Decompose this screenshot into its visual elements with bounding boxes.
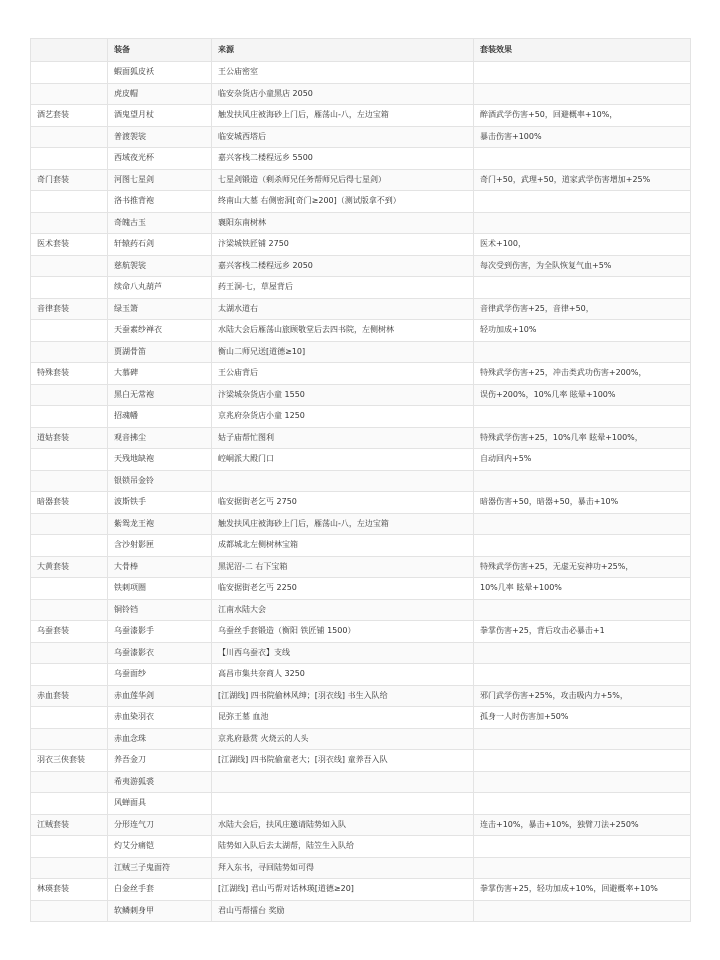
set-effect-cell [474, 62, 691, 84]
table-row [31, 879, 691, 901]
source-cell: 拜入东书，寻回陆势如可得 [212, 857, 474, 879]
set-effect-cell: 音律武学伤害+25，音律+50， [474, 298, 691, 320]
source-cell: 嘉兴客栈二楼程远乡 5500 [212, 148, 474, 170]
set-name-cell [31, 642, 108, 664]
set-effect-cell [474, 793, 691, 815]
equipment-cell: 紫鸳龙王袍 [108, 513, 212, 535]
equipment-cell: 贾湖骨笛 [108, 341, 212, 363]
equipment-cell: 希夷游狐裘 [108, 771, 212, 793]
set-effect-cell [474, 900, 691, 922]
set-effect-cell [474, 148, 691, 170]
source-cell: 七星剑锻造（剩杀师兄任务帮师兄后得七星剑） [212, 169, 474, 191]
equipment-cell: 续命八丸葫芦 [108, 277, 212, 299]
set-name-cell [31, 857, 108, 879]
table-row [31, 191, 691, 213]
set-effect-cell: 连击+10%，暴击+10%，独臂刀法+250% [474, 814, 691, 836]
table-row [31, 707, 691, 729]
set-name-cell [31, 191, 108, 213]
source-cell: 临安杂货店小童黑店 2050 [212, 83, 474, 105]
table-row [31, 685, 691, 707]
source-cell [212, 470, 474, 492]
set-name-cell: 奇门套装 [31, 169, 108, 191]
set-effect-cell [474, 535, 691, 557]
equipment-cell: 黑白无常袍 [108, 384, 212, 406]
table-row [31, 126, 691, 148]
equipment-cell: 乌蚕漆影衣 [108, 642, 212, 664]
set-effect-cell: 孤身一人时伤害加+50% [474, 707, 691, 729]
table-row [31, 298, 691, 320]
table-row [31, 169, 691, 191]
equipment-cell: 洛书推背袍 [108, 191, 212, 213]
set-name-cell: 江贼套装 [31, 814, 108, 836]
table-row [31, 642, 691, 664]
set-name-cell [31, 83, 108, 105]
table-row [31, 83, 691, 105]
set-name-cell [31, 728, 108, 750]
equipment-set-table [30, 38, 691, 922]
source-cell: 触发扶风庄被海砂上门后，雁荡山-八，左边宝箱 [212, 513, 474, 535]
table-row [31, 750, 691, 772]
equipment-cell: 酒鬼望月杖 [108, 105, 212, 127]
equipment-cell: 河图七星剑 [108, 169, 212, 191]
table-row [31, 234, 691, 256]
source-cell: 京兆府悬赏 火烧云的人头 [212, 728, 474, 750]
equipment-cell: 分形连气刀 [108, 814, 212, 836]
equipment-cell: 奇魄古玉 [108, 212, 212, 234]
equipment-cell: 含沙射影匣 [108, 535, 212, 557]
set-effect-cell: 10%几率 眩晕+100% [474, 578, 691, 600]
header-set [31, 39, 108, 62]
set-name-cell [31, 513, 108, 535]
equipment-cell: 铁刺项圈 [108, 578, 212, 600]
set-name-cell [31, 449, 108, 471]
source-cell: 京兆府杂货店小童 1250 [212, 406, 474, 428]
table-row [31, 814, 691, 836]
source-cell: 【川西乌蚕衣】支线 [212, 642, 474, 664]
source-cell: 成都城北左侧树林宝箱 [212, 535, 474, 557]
set-effect-cell [474, 642, 691, 664]
set-effect-cell: 特殊武学伤害+25，无虚无妄神功+25%， [474, 556, 691, 578]
set-name-cell [31, 793, 108, 815]
set-effect-cell [474, 191, 691, 213]
table-row [31, 363, 691, 385]
set-name-cell [31, 771, 108, 793]
table-row [31, 793, 691, 815]
set-name-cell [31, 406, 108, 428]
set-name-cell: 乌蚕套装 [31, 621, 108, 643]
equipment-cell: 江贼三子鬼面符 [108, 857, 212, 879]
source-cell: 水陆大会后雁荡山旅顾敬堂后去四书院，左侧树林 [212, 320, 474, 342]
set-effect-cell [474, 277, 691, 299]
set-name-cell: 道姑套装 [31, 427, 108, 449]
source-cell: 汴梁城杂货店小童 1550 [212, 384, 474, 406]
set-name-cell [31, 535, 108, 557]
table-row [31, 513, 691, 535]
set-name-cell [31, 384, 108, 406]
source-cell: 姑子庙帮忙图利 [212, 427, 474, 449]
set-effect-cell: 轻功加成+10% [474, 320, 691, 342]
set-name-cell [31, 900, 108, 922]
set-name-cell [31, 599, 108, 621]
set-name-cell: 林瑛套装 [31, 879, 108, 901]
set-name-cell [31, 148, 108, 170]
table-row [31, 664, 691, 686]
source-cell: 崆峒派大殿门口 [212, 449, 474, 471]
source-cell: 终南山大墓 右侧密洞[奇门≥200]（测试版拿不到） [212, 191, 474, 213]
source-cell: 陆势如入队后去太湖帮，陆笠生入队给 [212, 836, 474, 858]
set-name-cell: 酒艺套装 [31, 105, 108, 127]
source-cell: [江湖线] 四书院偷童老大；[羽衣线] 童养吾入队 [212, 750, 474, 772]
table-row [31, 836, 691, 858]
source-cell: 太湖水道右 [212, 298, 474, 320]
set-effect-cell: 误伤+200%，10%几率 眩晕+100% [474, 384, 691, 406]
equipment-cell: 慈航袈裟 [108, 255, 212, 277]
set-name-cell [31, 320, 108, 342]
set-name-cell: 羽衣三侠套装 [31, 750, 108, 772]
equipment-cell: 软鳞刺身甲 [108, 900, 212, 922]
equipment-cell: 赤血莲华剑 [108, 685, 212, 707]
table-row [31, 599, 691, 621]
table-row [31, 535, 691, 557]
set-name-cell: 大黄套装 [31, 556, 108, 578]
equipment-cell: 灼艾分痛铠 [108, 836, 212, 858]
source-cell: 君山丐帮擂台 奖励 [212, 900, 474, 922]
source-cell: 临安据街老乞丐 2250 [212, 578, 474, 600]
equipment-cell: 蝦面狐皮袄 [108, 62, 212, 84]
equipment-cell: 赤血念珠 [108, 728, 212, 750]
table-row [31, 728, 691, 750]
set-effect-cell: 醉酒武学伤害+50，回避概率+10%， [474, 105, 691, 127]
set-name-cell [31, 277, 108, 299]
equipment-cell: 乌蚕漆影手 [108, 621, 212, 643]
set-effect-cell [474, 341, 691, 363]
set-effect-cell [474, 750, 691, 772]
set-name-cell [31, 664, 108, 686]
table-row [31, 771, 691, 793]
set-effect-cell [474, 83, 691, 105]
set-name-cell: 暗器套装 [31, 492, 108, 514]
source-cell: 王公庙密室 [212, 62, 474, 84]
set-effect-cell: 每次受到伤害，为全队恢复气血+5% [474, 255, 691, 277]
set-name-cell [31, 470, 108, 492]
source-cell: [江湖线] 君山丐帮对话林瑛[道德≥20] [212, 879, 474, 901]
table-row [31, 470, 691, 492]
source-cell: 乌蚕丝手套锻造（衡阳 铁匠铺 1500） [212, 621, 474, 643]
table-row [31, 578, 691, 600]
set-effect-cell [474, 664, 691, 686]
equipment-cell: 乌蚕面纱 [108, 664, 212, 686]
source-cell: 临安城西塔后 [212, 126, 474, 148]
set-name-cell [31, 62, 108, 84]
equipment-cell: 西域夜光杯 [108, 148, 212, 170]
source-cell: 高昌市集共奈商人 3250 [212, 664, 474, 686]
set-effect-cell: 特殊武学伤害+25，10%几率 眩晕+100%， [474, 427, 691, 449]
equipment-cell: 白金丝手套 [108, 879, 212, 901]
set-name-cell [31, 707, 108, 729]
set-effect-cell [474, 836, 691, 858]
set-name-cell: 赤血套装 [31, 685, 108, 707]
source-cell: 黑泥沼-二 右下宝箱 [212, 556, 474, 578]
table-row [31, 384, 691, 406]
header-set-effect: 套装效果 [474, 39, 691, 62]
set-effect-cell [474, 212, 691, 234]
table-row [31, 62, 691, 84]
set-name-cell: 音律套装 [31, 298, 108, 320]
header-equipment: 装备 [108, 39, 212, 62]
table-row [31, 341, 691, 363]
set-name-cell [31, 212, 108, 234]
equipment-cell: 轩辕药石剑 [108, 234, 212, 256]
table-row [31, 449, 691, 471]
source-cell: 汴梁城铁匠铺 2750 [212, 234, 474, 256]
source-cell [212, 793, 474, 815]
table-row [31, 857, 691, 879]
source-cell: 触发扶风庄被海砂上门后，雁荡山-八，左边宝箱 [212, 105, 474, 127]
set-name-cell [31, 578, 108, 600]
equipment-cell: 天残地缺袍 [108, 449, 212, 471]
equipment-cell: 普渡袈裟 [108, 126, 212, 148]
table-row [31, 900, 691, 922]
set-effect-cell: 暗器伤害+50，暗器+50，暴击+10% [474, 492, 691, 514]
table-row [31, 492, 691, 514]
source-cell: 临安据街老乞丐 2750 [212, 492, 474, 514]
set-effect-cell [474, 470, 691, 492]
set-effect-cell [474, 728, 691, 750]
source-cell: [江湖线] 四书院偷林风绅；[羽衣线] 书生入队给 [212, 685, 474, 707]
set-name-cell: 特殊套装 [31, 363, 108, 385]
set-effect-cell [474, 513, 691, 535]
set-effect-cell [474, 771, 691, 793]
equipment-cell: 银锁吊金铃 [108, 470, 212, 492]
set-effect-cell: 奇门+50，武理+50，道家武学伤害增加+25% [474, 169, 691, 191]
table-row [31, 105, 691, 127]
table-row [31, 621, 691, 643]
equipment-cell: 波斯铁手 [108, 492, 212, 514]
set-effect-cell: 特殊武学伤害+25，冲击类武功伤害+200%， [474, 363, 691, 385]
table-row [31, 320, 691, 342]
set-name-cell [31, 255, 108, 277]
table-row [31, 255, 691, 277]
set-effect-cell: 拳掌伤害+25，背后攻击必暴击+1 [474, 621, 691, 643]
source-cell: 嘉兴客栈二楼程远乡 2050 [212, 255, 474, 277]
equipment-cell: 绿玉箫 [108, 298, 212, 320]
source-cell: 江南水陆大会 [212, 599, 474, 621]
source-cell: 水陆大会后，扶风庄邀请陆势如入队 [212, 814, 474, 836]
table-row [31, 212, 691, 234]
equipment-cell: 大骨棒 [108, 556, 212, 578]
table-row [31, 148, 691, 170]
set-effect-cell: 邪门武学伤害+25%，攻击吸内力+5%， [474, 685, 691, 707]
table-header-row [31, 39, 691, 62]
table-row [31, 277, 691, 299]
source-cell: 昆弥王墓 血池 [212, 707, 474, 729]
set-effect-cell: 暴击伤害+100% [474, 126, 691, 148]
equipment-cell: 观音拂尘 [108, 427, 212, 449]
set-name-cell [31, 126, 108, 148]
table-row [31, 406, 691, 428]
equipment-cell: 铜铃铛 [108, 599, 212, 621]
header-source: 来源 [212, 39, 474, 62]
equipment-cell: 大慕碑 [108, 363, 212, 385]
set-name-cell [31, 341, 108, 363]
set-name-cell: 医术套装 [31, 234, 108, 256]
equipment-cell: 风蝉面具 [108, 793, 212, 815]
equipment-cell: 养吾金刀 [108, 750, 212, 772]
source-cell: 王公庙背后 [212, 363, 474, 385]
equipment-cell: 招魂幡 [108, 406, 212, 428]
source-cell: 药王洞-七，草屋背后 [212, 277, 474, 299]
equipment-cell: 赤血染羽衣 [108, 707, 212, 729]
equipment-cell: 虎皮帽 [108, 83, 212, 105]
table-row [31, 556, 691, 578]
set-effect-cell [474, 857, 691, 879]
set-effect-cell: 医术+100， [474, 234, 691, 256]
table-row [31, 427, 691, 449]
set-effect-cell [474, 406, 691, 428]
set-effect-cell: 拳掌伤害+25，轻功加成+10%，回避概率+10% [474, 879, 691, 901]
set-effect-cell [474, 599, 691, 621]
source-cell [212, 771, 474, 793]
set-name-cell [31, 836, 108, 858]
set-effect-cell: 自动回内+5% [474, 449, 691, 471]
source-cell: 襄阳东南树林 [212, 212, 474, 234]
equipment-cell: 天蚕素纱禅衣 [108, 320, 212, 342]
source-cell: 衡山二师兄送[道德≥10] [212, 341, 474, 363]
